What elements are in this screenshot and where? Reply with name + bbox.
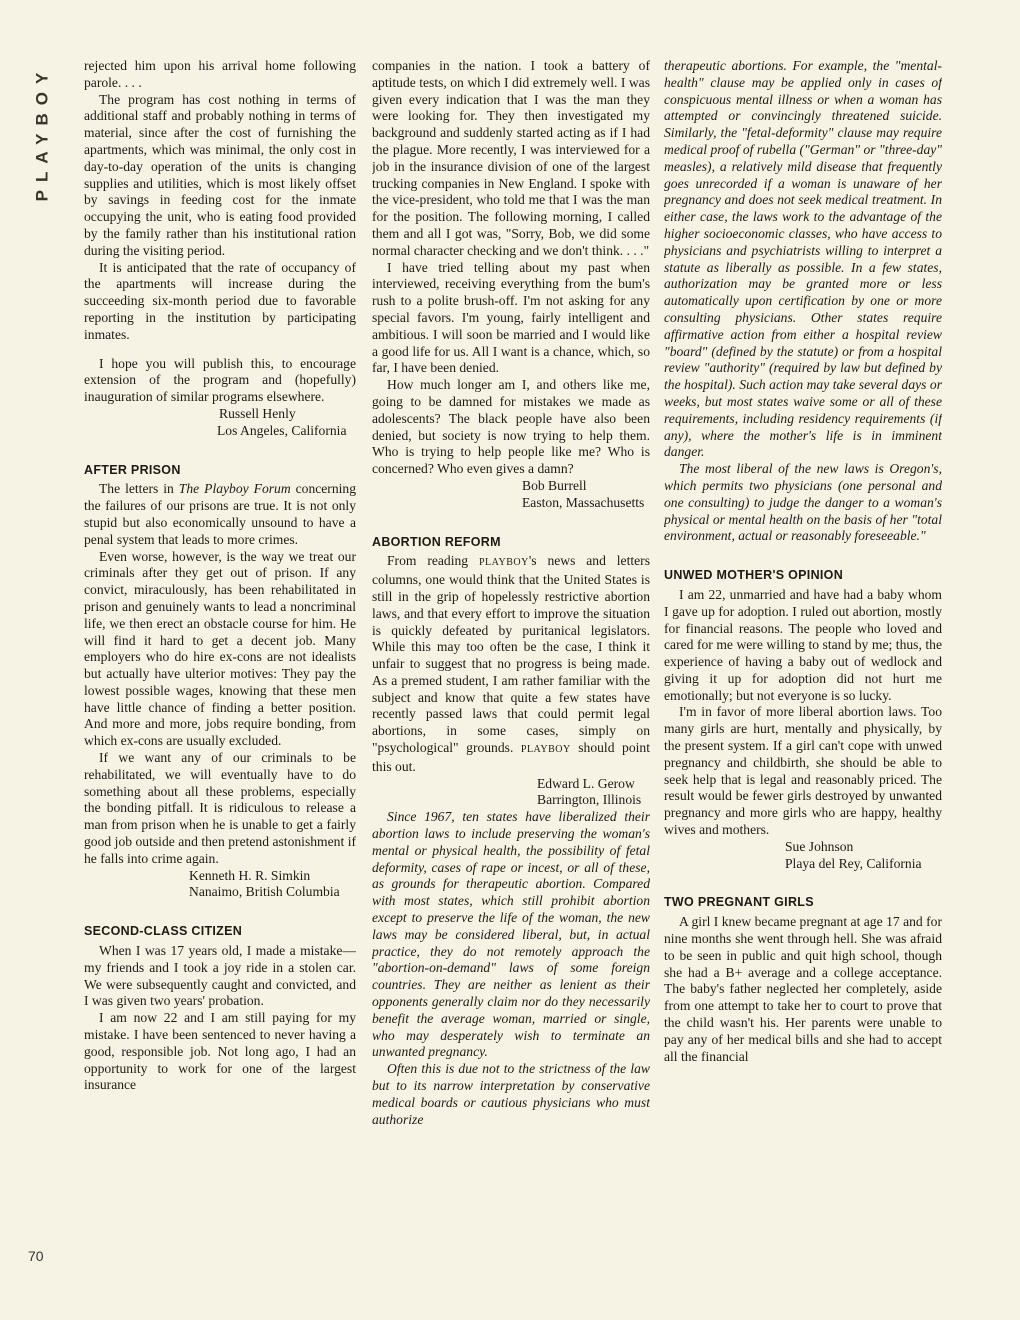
column-3: [664, 58, 942, 1298]
brand-mention: PLAYBOY: [520, 744, 571, 756]
paragraph-text: From reading: [387, 553, 479, 569]
section-heading-abortion-reform: ABORTION REFORM: [372, 534, 501, 549]
paragraph: How much longer am I, and others like me, going to be damned for mistakes we made as adolescents? The black people have also been denied, but society is now trying to help them. Who is trying to help people like me? Who is concerned? Who even gives a damn?: [372, 377, 650, 477]
brand-text: PLAYBOY: [32, 64, 51, 202]
paragraph-text: concerning the failures of our prisons are true. It is not only stupid but also economically unsound to have a penal system that leads to more crimes.: [84, 481, 356, 547]
paragraph: I am now 22 and I am still paying for my mistake. I have been sentenced to never having a good, responsible job. Not long ago, I had an opportunity to work for one of the largest insurance: [84, 1010, 356, 1093]
signature-place: Playa del Rey, California: [785, 855, 922, 871]
section-heading-unwed-mothers-opinion: UNWED MOTHER'S OPINION: [664, 568, 844, 583]
signature-place: Easton, Massachusetts: [522, 494, 645, 510]
paragraph: Even worse, however, is the way we treat our criminals after they get out of prison. If any convict, miraculously, has been rehabilitated in prison and genuinely wants to lead a noncriminal life, we then erect an obstacle course for him. He will find it hard to get a decent job. Many employers who do hire ex-cons are not idealists but actually have ulterior motives: They pay the lowest possible wages, knowing that these men have little chance of finding a better position. And more and more, jobs require bonding, from which ex-cons are usually excluded.: [84, 548, 356, 749]
editor-reply: The most liberal of the new laws is Oregon's, which permits two physicians (one personal and one consulting) to judge the danger to a woman's physical or mental health on the basis of her "total environment, actual or reasonably foreseeable.": [664, 461, 942, 544]
paragraph: [372, 553, 650, 775]
signature-name: Russell Henly: [219, 405, 296, 421]
signature-name: Sue Johnson: [785, 838, 854, 854]
paragraph: I am 22, unmarried and have had a baby whom I gave up for adoption. I ruled out abortion, mostly for financial reasons. The people who loved and cared for me were willing to stand by me; thus, the experience of having a baby out of wedlock and giving it up for adoption did not hurt me emotionally; but not everyone is so lucky.: [664, 586, 942, 703]
forum-title: The Playboy Forum: [178, 481, 291, 497]
paragraph: It is anticipated that the rate of occupancy of the apartments will increase during the succeeding six-month period due to favorable reporting in the institution by participating inmates.: [84, 259, 356, 342]
page-number: 70: [28, 1248, 44, 1264]
signature-place: Barrington, Illinois: [537, 792, 642, 808]
paragraph: The program has cost nothing in terms of additional staff and probably nothing in terms of material, since after the cost of furnishing the apartments, which was minimal, the only cost in day-to-day operation of the units is changing supplies and utilities, which is most likely offset by savings in feeding cost for the inmate occupying the unit, who is eating food provided by the family rather than his institutional ration during the visiting period.: [84, 91, 356, 258]
signature-place: Los Angeles, California: [217, 422, 347, 438]
section-heading-after-prison: AFTER PRISON: [84, 462, 181, 477]
paragraph: companies in the nation. I took a battery of aptitude tests, on which I did extremely well. I was given every indication that I was the man they were looking for. They then investigated my background and suddenly started acting as if I had the plague. More recently, I was interviewed for a job in the insurance division of one of the largest trucking companies in New England. I spoke with the vice-president, who told me that I was the man for the position. The following morning, I called them and all I got was, "Sorry, Bob, we did some normal character checking and we don't think. . . .": [372, 58, 650, 258]
editor-reply: Often this is due not to the strictness of the law but to its narrow interpretation by conservative medical boards or cautious physicians who must authorize: [372, 1061, 650, 1127]
magazine-brand-sidebar: [26, 58, 58, 208]
editor-reply: Since 1967, ten states have liberalized their abortion laws to include preserving the woman's mental or physical health, the possibility of fetal deformity, cases of rape or incest, or all of these, as grounds for therapeutic abortion. Compared with most states, which still prohibit abortion except to preserve the life of the woman, the new laws may be considered liberal, but, in actual practice, they do not remotely approach the "abortion-on-demand" laws of some foreign countries. They are neither as lenient as their opponents generally claim nor do they necessarily benefit the average woman, married or single, who may desperately wish to terminate an unwanted pregnancy.: [372, 809, 650, 1060]
signature-name: Kenneth H. R. Simkin: [189, 867, 311, 883]
brand-mention: PLAYBOY: [479, 557, 529, 569]
section-heading-two-pregnant-girls: TWO PREGNANT GIRLS: [664, 895, 814, 910]
paragraph-text: should point this out.: [372, 740, 650, 774]
signature-place: Nanaimo, British Columbia: [189, 884, 340, 900]
column-1: [84, 58, 356, 1298]
signature-name: Edward L. Gerow: [537, 775, 635, 791]
paragraph-text: The letters in: [99, 481, 179, 497]
paragraph: If we want any of our criminals to be rehabilitated, we will eventually have to do something about all these problems, especially the bonding pitfall. It is ridiculous to release a man from prison when he is unable to get a fairly good job outside and then pretend astonishment if he falls into crime again.: [84, 750, 356, 866]
paragraph: [84, 481, 356, 548]
column-2: [372, 58, 650, 1298]
paragraph: I have tried telling about my past when interviewed, receiving everything from the bum's rush to a polite brush-off. I'm not asking for any special favors. I'm young, fairly intelligent and ambitious. I will soon be married and I would like a good life for us. All I want is a chance, which, so far, I have been denied.: [372, 259, 650, 376]
paragraph: A girl I knew became pregnant at age 17 and for nine months she went through hell. She was afraid to be seen in public and quit high school, though she had a B+ average and a college acceptance. The baby's father neglected her completely, aside from one attempt to take her to court to prove that the child wasn't his. Her parents were unable to pay any of her medical bills and she had to accept all the financial: [664, 914, 942, 1064]
section-heading-second-class-citizen: SECOND-CLASS CITIZEN: [84, 924, 243, 939]
paragraph: When I was 17 years old, I made a mistake—my friends and I took a joy ride in a stolen car. We were subsequently caught and convicted, and I was given two years' probation.: [84, 943, 356, 1009]
paragraph: rejected him upon his arrival home following parole. . . .: [84, 58, 356, 90]
paragraph-text: 's news and letters columns, one would think that the United States is still in the grip of hopelessly restrictive abortion laws, and that every effort to improve the situation is quickly defeated by puritanical legislators. While this may too often be the case, I think it unfair to suggest that no progress is being made. As a premed student, I am rather familiar with the subject and know that quite a few states have recently passed laws that could permit legal abortions, in some cases, simply on "psychological" grounds.: [372, 553, 650, 756]
signature-name: Bob Burrell: [522, 477, 587, 493]
paragraph: I hope you will publish this, to encourage extension of the program and (hopefully) inauguration of similar programs elsewhere.: [84, 355, 356, 405]
editor-reply: therapeutic abortions. For example, the "mental-health" clause may be applied only in cases of conspicuous mental illness or when a woman has attempted or convincingly threatened suicide. Similarly, the "fetal-deformity" clause may require medical proof of rubella ("German" or "three-day" measles), a relatively mild disease that frequently goes unrecorded if a woman is unaware of her pregnancy and does not seek medical treatment. In either case, the laws work to the advantage of the higher socioeconomic classes, who have access to physicians and psychiatrists willing to interpret a statute as liberally as possible. In a few states, authorization may be granted more or less automatically upon certification by one or more consulting physicians. Other states require affirmative action from either a hospital review "board" (defined by the statute) or from a hospital review "authority" (required by law but defined by the hospital). Such action may take several days or weeks, but most states waive some or all of these requirements, including residency requirements (if any), where the mother's life is in imminent danger.: [664, 58, 942, 460]
paragraph: I'm in favor of more liberal abortion laws. Too many girls are hurt, mentally and physically, by the present system. If a girl can't cope with unwed pregnancy and childbirth, she should be able to seek help that is legal and reasonably priced. The result would be fewer girls destroyed by unwanted pregnancy and more girls who are happy, healthy wives and mothers.: [664, 704, 942, 838]
